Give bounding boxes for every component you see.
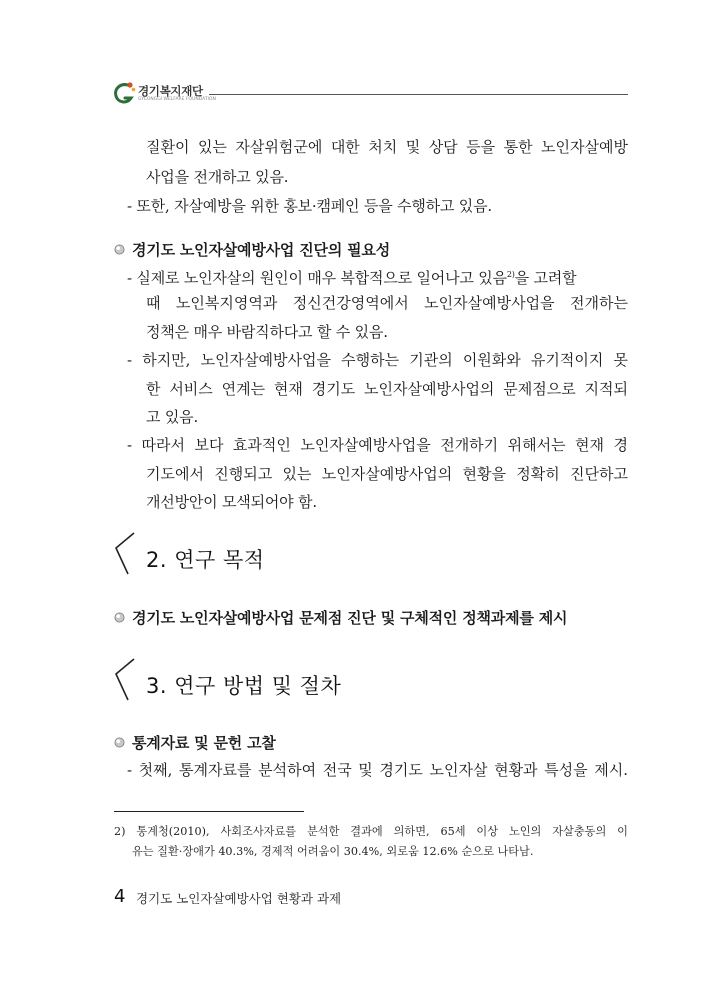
necessity-item-1-line-2: 때 노인복지영역과 정신건강영역에서 노인자살예방사업을 전개하는 <box>146 294 628 312</box>
necessity-item-3-line-1: - 따라서 보다 효과적인 노인자살예방사업을 전개하기 위해서는 현재 경 <box>127 436 628 454</box>
footnote-line-1: 2) 통계청(2010), 사회조사자료를 분석한 결과에 의하면, 65세 이상 노인의 자살충동의 이 <box>114 825 628 838</box>
section-3-bullet: 통계자료 및 문헌 고찰 <box>132 734 276 752</box>
page-number: 4 <box>114 886 126 907</box>
necessity-item-1-line-1: - 실제로 노인자살의 원인이 매우 복합적으로 일어나고 있음$^{2)}$을 고려할 <box>127 269 577 287</box>
intro-line-3: - 또한, 자살예방을 위한 홍보·캠페인 등을 수행하고 있음. <box>127 197 492 215</box>
necessity-item-2-line-2: 한 서비스 연계는 현재 경기도 노인자살예방사업의 문제점으로 지적되 <box>146 380 628 398</box>
necessity-item-2-line-3: 고 있음. <box>146 408 199 426</box>
running-footer-title: 경기도 노인자살예방사업 현황과 과제 <box>136 891 342 906</box>
org-english-name: GYEONGGI WELFARE FOUNDATION <box>138 97 216 102</box>
page-header <box>112 80 628 110</box>
section-2-bullet: 경기도 노인자살예방사업 문제점 진단 및 구체적인 정책과제를 제시 <box>132 609 568 627</box>
necessity-item-3-line-3: 개선방안이 모색되어야 함. <box>146 493 317 511</box>
header-rule <box>209 94 628 95</box>
necessity-item-2-line-1: - 하지만, 노인자살예방사업을 수행하는 기관의 이원화와 유기적이지 못 <box>127 351 628 369</box>
intro-line-2: 사업을 전개하고 있음. <box>146 168 289 186</box>
bullet-icon <box>114 244 125 255</box>
footnote-line-2: 유는 질환·장애가 40.3%, 경제적 어려움이 30.4%, 외로움 12.6% 순으로 나타남. <box>132 845 534 858</box>
section-3-title: 3. 연구 방법 및 절차 <box>146 674 342 698</box>
bullet-icon <box>114 737 125 748</box>
necessity-heading: 경기도 노인자살예방사업 진단의 필요성 <box>132 241 390 259</box>
footnote-rule <box>114 811 304 812</box>
bullet-icon <box>114 612 125 623</box>
section-3-item: - 첫째, 통계자료를 분석하여 전국 및 경기도 노인자살 현황과 특성을 제시. <box>127 761 628 779</box>
org-name: 경기복지재단 <box>138 84 203 98</box>
section-2-title: 2. 연구 목적 <box>146 548 265 572</box>
necessity-item-3-line-2: 기도에서 진행되고 있는 노인자살예방사업의 현황을 정확히 진단하고 <box>146 465 628 483</box>
foundation-logo-icon <box>112 80 136 106</box>
intro-line-1: 질환이 있는 자살위험군에 대한 처치 및 상담 등을 통한 노인자살예방 <box>146 138 628 156</box>
necessity-item-1-line-3: 정책은 매우 바람직하다고 할 수 있음. <box>146 323 388 341</box>
footnote-ref: 2) <box>506 270 515 279</box>
